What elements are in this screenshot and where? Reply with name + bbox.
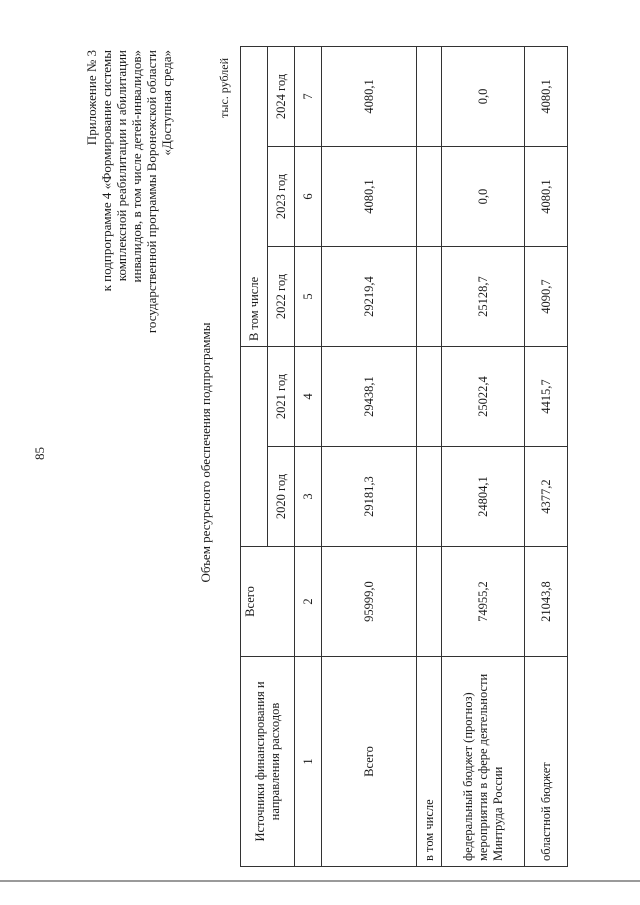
row-value: 4080,1: [525, 147, 568, 247]
row-value: 4080,1: [322, 46, 417, 146]
header-including: В том числе: [241, 46, 268, 346]
table-row-federal: [442, 46, 525, 866]
header-year: 2024 год: [268, 46, 295, 146]
resource-table: [240, 46, 568, 867]
row-label: областной бюджет: [525, 657, 568, 867]
column-number: 2: [295, 547, 322, 657]
header-total: Всего: [241, 547, 295, 657]
row-value: 4090,7: [525, 247, 568, 347]
header-year: 2022 год: [268, 247, 295, 347]
empty-cell: [417, 147, 442, 247]
document-title: Объем ресурсного обеспечения подпрограммы: [198, 322, 213, 583]
row-value: 29181,3: [322, 447, 417, 547]
appendix-line: инвалидов, в том числе детей-инвалидов»: [129, 50, 144, 283]
column-number: 5: [295, 247, 322, 347]
appendix-caption: [84, 50, 174, 470]
row-value: 25022,4: [442, 347, 525, 447]
header-source: Источники финансирования и направления расходов: [241, 657, 295, 867]
table-header-row: [241, 46, 268, 866]
row-label: федеральный бюджет (прогноз) мероприятия в сфере деятельности Минтруда России: [442, 657, 525, 867]
row-label: Всего: [322, 657, 417, 867]
table-row-total: [322, 46, 417, 866]
units-label: тыс. рублей: [217, 58, 231, 118]
empty-cell: [417, 347, 442, 447]
table-row-subheader: [417, 46, 442, 866]
row-value: 4377,2: [525, 447, 568, 547]
header-year: 2020 год: [268, 447, 295, 547]
column-number: 3: [295, 447, 322, 547]
subheader-label: в том числе: [417, 657, 442, 867]
header-year: 2023 год: [268, 147, 295, 247]
appendix-line: комплексной реабилитации и абилитации: [114, 50, 129, 282]
empty-cell: [417, 547, 442, 657]
column-number: 7: [295, 46, 322, 146]
table-row-regional: [525, 46, 568, 866]
row-total: 74955,2: [442, 547, 525, 657]
appendix-line: государственной программы Воронежской области: [144, 50, 159, 334]
appendix-line: к подпрограмме 4 «Формирование системы: [99, 50, 114, 292]
row-value: 24804,1: [442, 447, 525, 547]
empty-cell: [417, 247, 442, 347]
row-total: 21043,8: [525, 547, 568, 657]
row-value: 4080,1: [525, 46, 568, 146]
column-number: 4: [295, 347, 322, 447]
scan-edge-divider: [0, 880, 640, 882]
empty-cell: [417, 46, 442, 146]
row-value: 0,0: [442, 46, 525, 146]
column-number: 6: [295, 147, 322, 247]
column-number-row: [295, 46, 322, 866]
page-number: 85: [32, 447, 47, 460]
appendix-line: Приложение № 3: [84, 50, 99, 146]
row-value: 4415,7: [525, 347, 568, 447]
header-blank: [241, 347, 268, 547]
row-value: 0,0: [442, 147, 525, 247]
row-value: 29219,4: [322, 247, 417, 347]
row-value: 29438,1: [322, 347, 417, 447]
header-year: 2021 год: [268, 347, 295, 447]
row-value: 25128,7: [442, 247, 525, 347]
row-value: 4080,1: [322, 147, 417, 247]
column-number: 1: [295, 657, 322, 867]
empty-cell: [417, 447, 442, 547]
appendix-line: «Доступная среда»: [159, 50, 174, 156]
row-total: 95999,0: [322, 547, 417, 657]
